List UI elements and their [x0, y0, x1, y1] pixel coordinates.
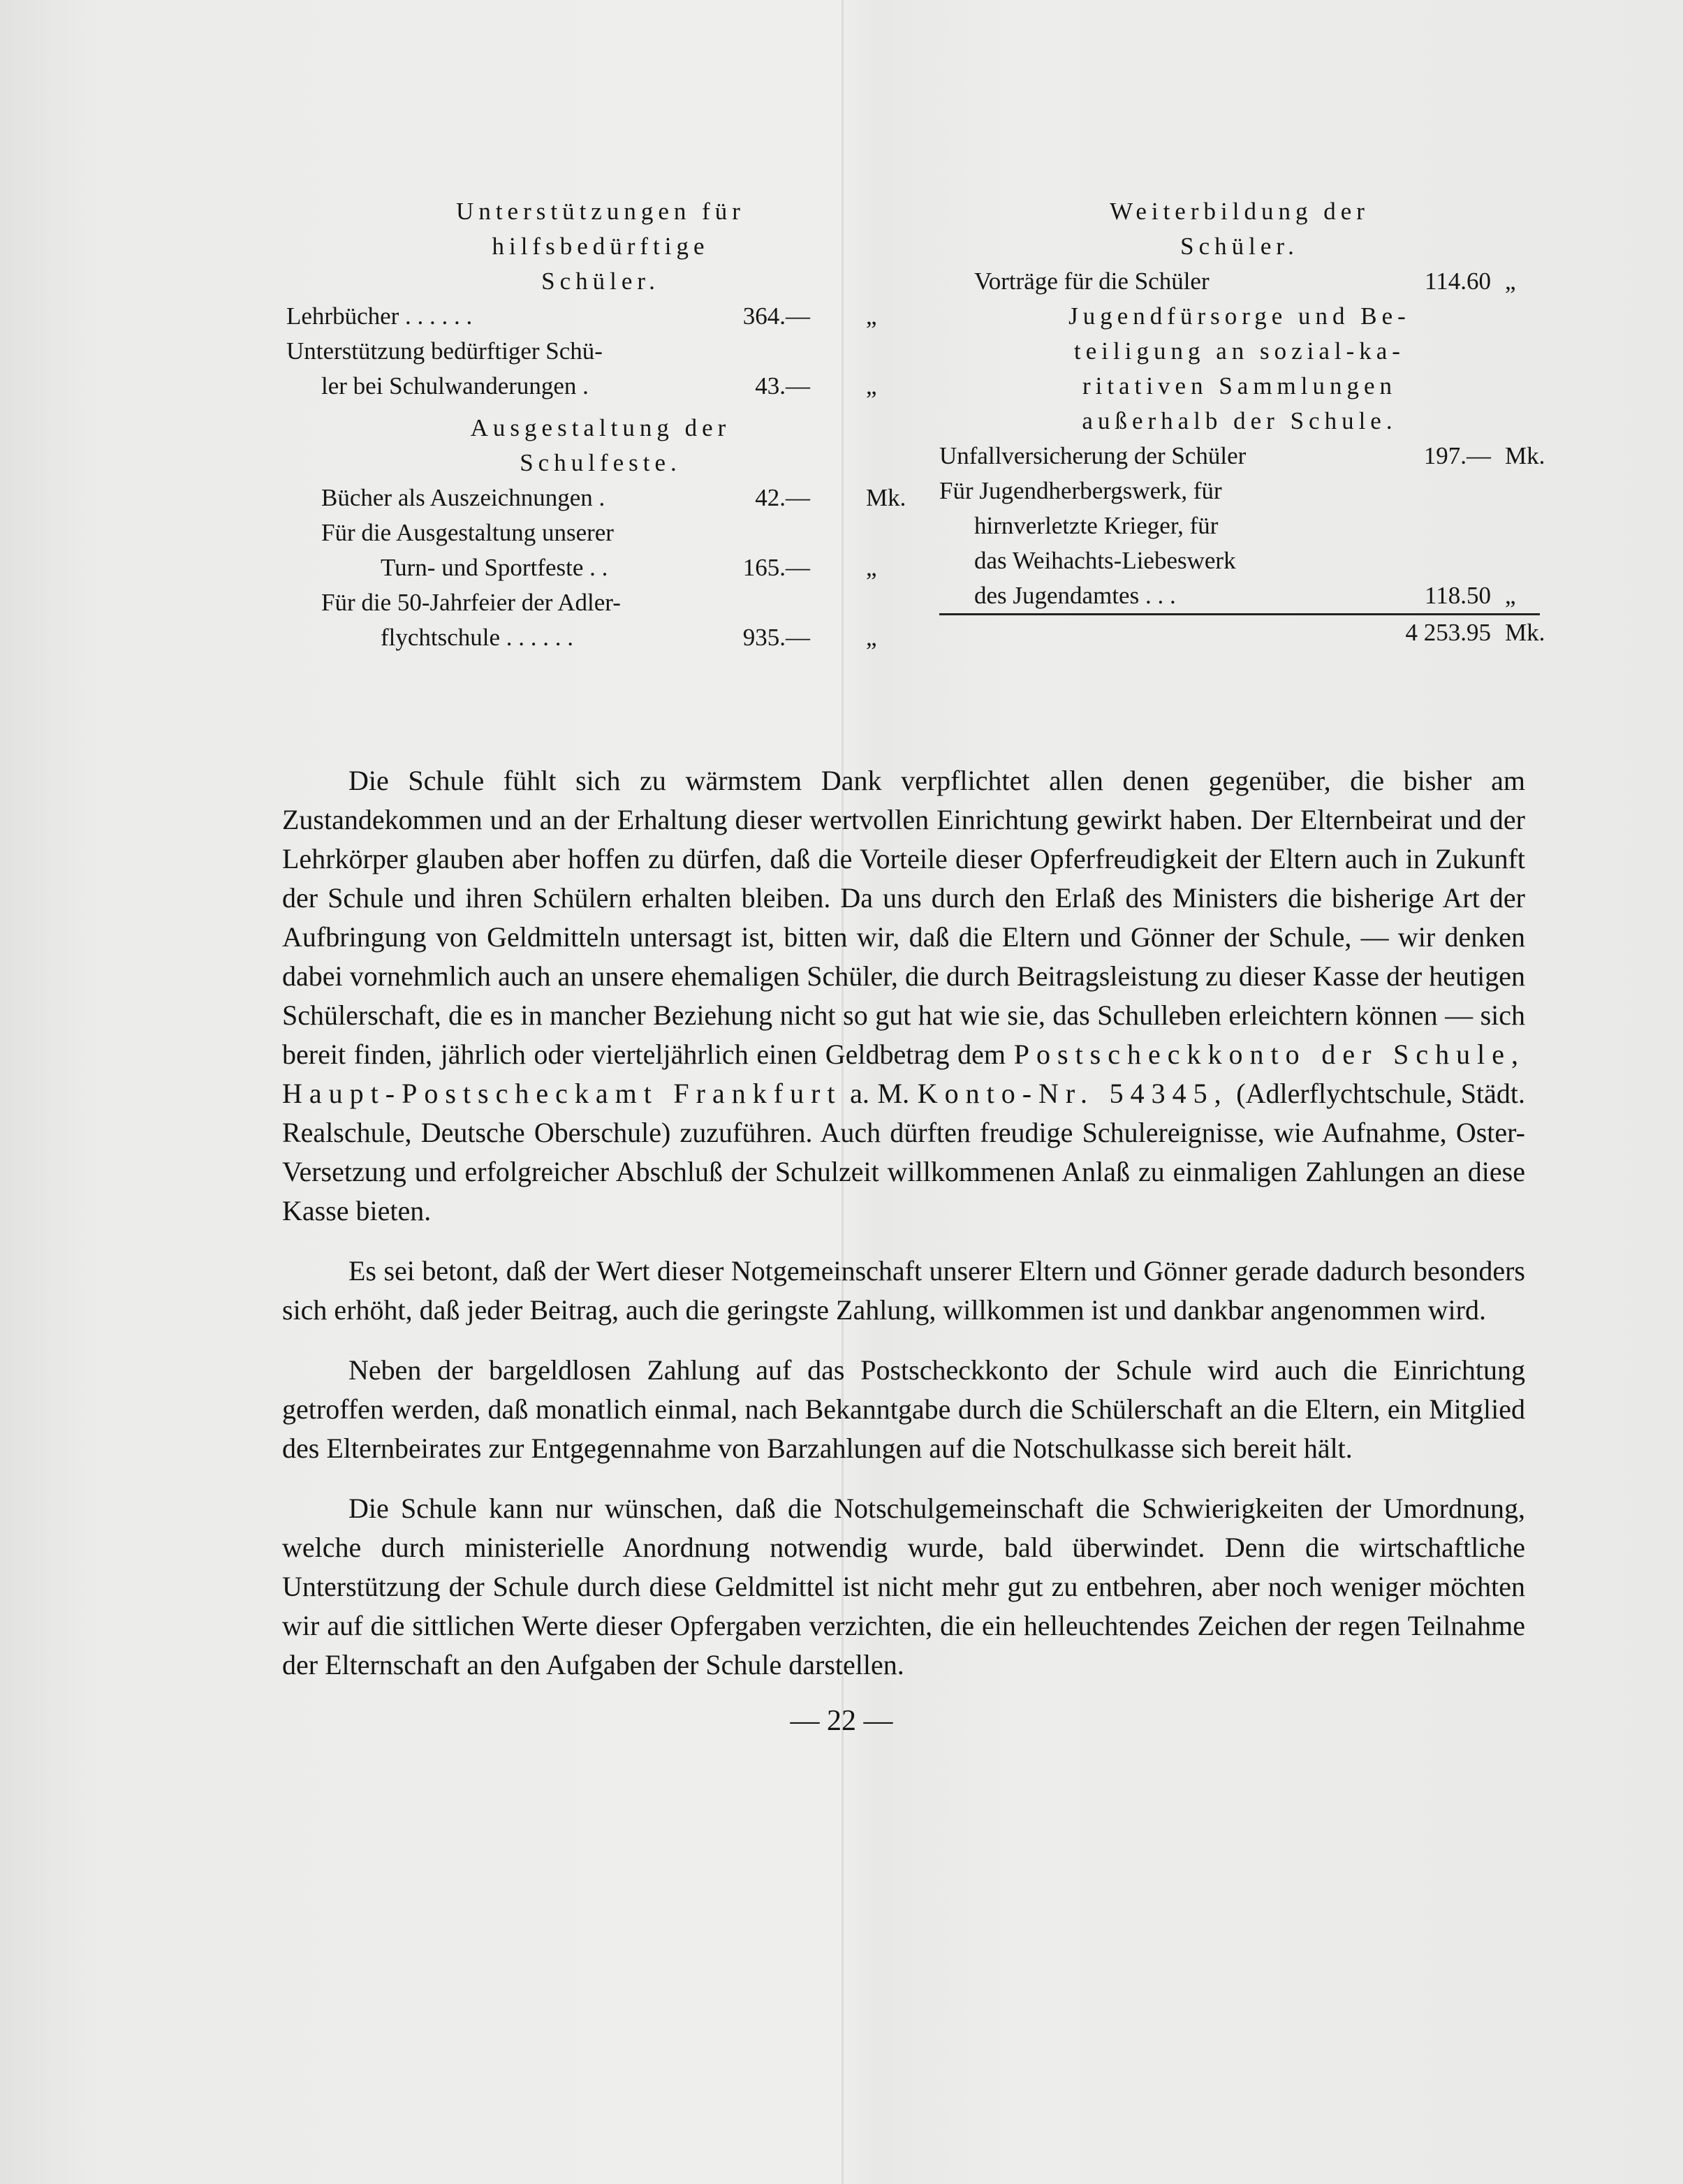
section-heading: Unterstützungen für hilfsbedürftige Schüler. [456, 198, 745, 295]
expense-row: flychtschule . . . . . . 935.— „ [381, 624, 877, 651]
paragraph: Neben der bargeldlosen Zahlung auf das Postscheckkonto der Schule wird auch die Einrichtung getroffen werden, daß monatlich einmal, nach Bekanntgabe durch die Schülerschaft an die Eltern, ein Mitglied des Elternbeirates zur Entgegennahme von Barzahlungen auf die Notschulkasse sich bereit hält. [282, 1354, 1525, 1464]
grand-total-unit: Mk. [1505, 619, 1545, 646]
page-number: — 22 — [790, 1705, 893, 1737]
grand-total-row [939, 615, 1545, 650]
body-text [282, 761, 1525, 1706]
expense-row: Unfallversicherung der Schüler 197.— Mk. [939, 442, 1545, 469]
paragraph: Die Schule fühlt sich zu wärmstem Dank verpflichtet allen denen gegenüber, die bisher am Zustandekommen und an der Erhaltung dieser wertvollen Einrichtung gewirkt haben. Der Elternbeirat und der Lehrkörper glauben aber hoffen zu dürfen, daß die Vorteile dieser Opferfreudigkeit der Eltern auch in Zukunft der Schule und ihren Schülern erhalten bleiben. Da uns durch den Erlaß des Ministers die bisherige Art der Aufbringung von Geldmitteln untersagt ist, bitten wir, daß die Eltern und Gönner der Schule, — wir denken dabei vornehmlich auch an unsere ehemaligen Schüler, die durch Beitragsleistung zu dieser Kasse der heutigen Schülerschaft, die es in mancher Beziehung nicht so gut hat wie sie, das Schulleben erleichtern können — sich bereit finden, jährlich oder vierteljährlich einen Geldbetrag dem Postscheckkonto der Schule, Haupt-Postscheckamt Frankfurt a. M. Konto-Nr. 54345, (Adlerflychtschule, Städt. Realschule, Deutsche Oberschule) zuzuführen. Auch dürften freudige Schulereignisse, wie Aufnahme, Oster-Versetzung und erfolgreicher Abschluß der Schulzeit willkommenen Anlaß zu einmaligen Zahlungen an diese Kasse bieten. [282, 765, 1526, 1226]
expense-row: Für die 50-Jahrfeier der Adler- [321, 589, 621, 616]
expense-row: Vorträge für die Schüler 114.60 „ [974, 267, 1516, 295]
expense-row: hirnverletzte Krieger, für [974, 512, 1219, 539]
grand-total-amount: 4 253.95 [1405, 619, 1491, 646]
expense-column-left [286, 194, 915, 655]
paragraph: Es sei betont, daß der Wert dieser Notgemeinschaft unserer Eltern und Gönner gerade dadurch besonders sich erhöht, daß jeder Beitrag, auch die geringste Zahlung, willkommen ist und dankbar angenommen wird. [282, 1255, 1525, 1326]
expense-row: das Weihachts-Liebeswerk [974, 547, 1236, 574]
expense-row: Für die Ausgestaltung unserer [321, 519, 614, 546]
section-heading: Jugendfürsorge und Be- teiligung an sozial-ka- ritativen Sammlungen außerhalb der Schule. [1068, 302, 1411, 434]
expense-row: Lehrbücher . . . . . . 364.— „ [286, 302, 877, 330]
expense-row: Bücher als Auszeichnungen . 42.— Mk. [321, 484, 906, 511]
expense-row: ler bei Schulwanderungen . 43.— „ [321, 372, 877, 400]
expense-row: des Jugendamtes . . . 118.50 „ [939, 578, 1540, 615]
section-heading: Weiterbildung der Schüler. [1110, 198, 1369, 260]
expense-row: Unterstützung bedürftiger Schü- [286, 337, 603, 365]
expense-row: Turn- und Sportfeste . . 165.— „ [381, 554, 877, 581]
section-heading: Ausgestaltung der Schulfeste. [470, 414, 731, 476]
paragraph: Die Schule kann nur wünschen, daß die Notschulgemeinschaft die Schwierigkeiten der Umordnung, welche durch ministerielle Anordnung notwendig wurde, bald überwindet. Denn die wirtschaftliche Unterstützung der Schule durch diese Geldmittel ist nicht mehr gut zu entbehren, aber noch weniger möchten wir auf die sittlichen Werte dieser Opfergaben verzichten, die ein helleuchtendes Zeichen der regen Teilnahme der Elternschaft an den Aufgaben der Schule darstellen. [282, 1493, 1525, 1680]
expense-column-right [939, 194, 1545, 650]
expense-row: Für Jugendherbergswerk, für [939, 477, 1222, 504]
